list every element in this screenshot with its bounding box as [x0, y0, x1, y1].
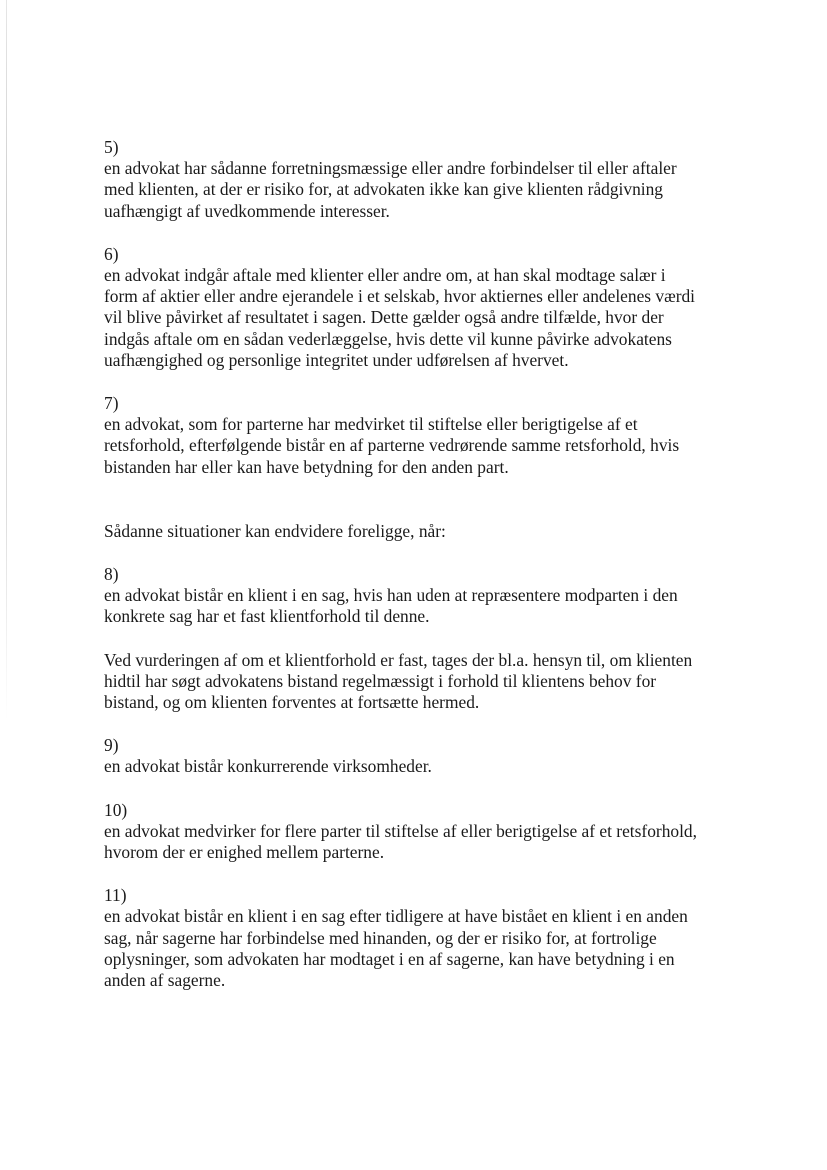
note-text-line: bistand, og om klienten forventes at fortsætte hermed. [104, 692, 480, 713]
clause-text-line: hvorom der er enighed mellem parterne. [104, 842, 385, 863]
document-page [104, 137, 764, 991]
clause-number: 5) [104, 137, 119, 157]
clause-text-line: konkrete sag har et fast klientforhold til denne. [104, 606, 430, 627]
clause-text-line: en advokat indgår aftale med klienter eller andre om, at han skal modtage salær i [104, 265, 666, 286]
intro-text: Sådanne situationer kan endvidere foreligge, når: [104, 520, 446, 541]
clause-8 [104, 564, 764, 628]
clause-text-line: en advokat, som for parterne har medvirket til stiftelse eller berigtigelse af et [104, 414, 638, 435]
clause-text-line: uafhængighed og personlige integritet under udførelsen af hvervet. [104, 349, 569, 370]
clause-text-line: sag, når sagerne har forbindelse med hinanden, og der er risiko for, at fortrolige [104, 927, 657, 948]
clause-10 [104, 800, 764, 864]
clause-7 [104, 393, 764, 478]
clause-text-line: oplysninger, som advokaten har modtaget i en af sagerne, kan have betydning i en [104, 948, 675, 969]
clause-number: 9) [104, 735, 119, 756]
clause-number: 7) [104, 393, 119, 414]
clause-text-line: en advokat bistår konkurrerende virksomheder. [104, 756, 432, 777]
clause-number: 11) [104, 885, 127, 906]
clause-6 [104, 244, 764, 371]
clause-text-line: med klienten, at der er risiko for, at advokaten ikke kan give klienten rådgivning [104, 179, 664, 200]
clause-text-line: en advokat bistår en klient i en sag, hvis han uden at repræsentere modparten i den [104, 585, 678, 606]
clause-number: 6) [104, 243, 119, 264]
clause-5 [104, 137, 764, 222]
clause-11 [104, 885, 764, 991]
clause-text-line: indgås aftale om en sådan vederlæggelse, hvis dette vil kunne påvirke advokatens [104, 328, 672, 349]
clause-text-line: en advokat medvirker for flere parter til stiftelse af eller berigtigelse af et retsforhold, [104, 820, 697, 841]
clause-text-line: en advokat har sådanne forretningsmæssige eller andre forbindelser til eller aftaler [104, 158, 677, 179]
clause-text-line: en advokat bistår en klient i en sag efter tidligere at have bistået en klient i en anden [104, 906, 688, 927]
note-text-line: Ved vurderingen af om et klientforhold er fast, tages der bl.a. hensyn til, om klienten [104, 649, 693, 670]
clause-9 [104, 735, 764, 777]
clause-text-line: bistanden har eller kan have betydning for den anden part. [104, 456, 509, 477]
clause-8-note [104, 650, 764, 714]
intro-paragraph [104, 521, 764, 542]
clause-text-line: uafhængigt af uvedkommende interesser. [104, 200, 390, 221]
clause-number: 10) [104, 799, 128, 820]
clause-text-line: form af aktier eller andre ejerandele i et selskab, hvor aktiernes eller andelenes værdi [104, 286, 696, 307]
clause-text-line: retsforhold, efterfølgende bistår en af parterne vedrørende samme retsforhold, hvis [104, 435, 680, 456]
clause-text-line: anden af sagerne. [104, 970, 226, 991]
scan-edge-artifact [6, 0, 7, 720]
note-text-line: hidtil har søgt advokatens bistand regelmæssigt i forhold til klientens behov for [104, 670, 657, 691]
clause-number: 8) [104, 564, 119, 585]
clause-text-line: vil blive påvirket af resultatet i sagen. Dette gælder også andre tilfælde, hvor der [104, 307, 664, 328]
